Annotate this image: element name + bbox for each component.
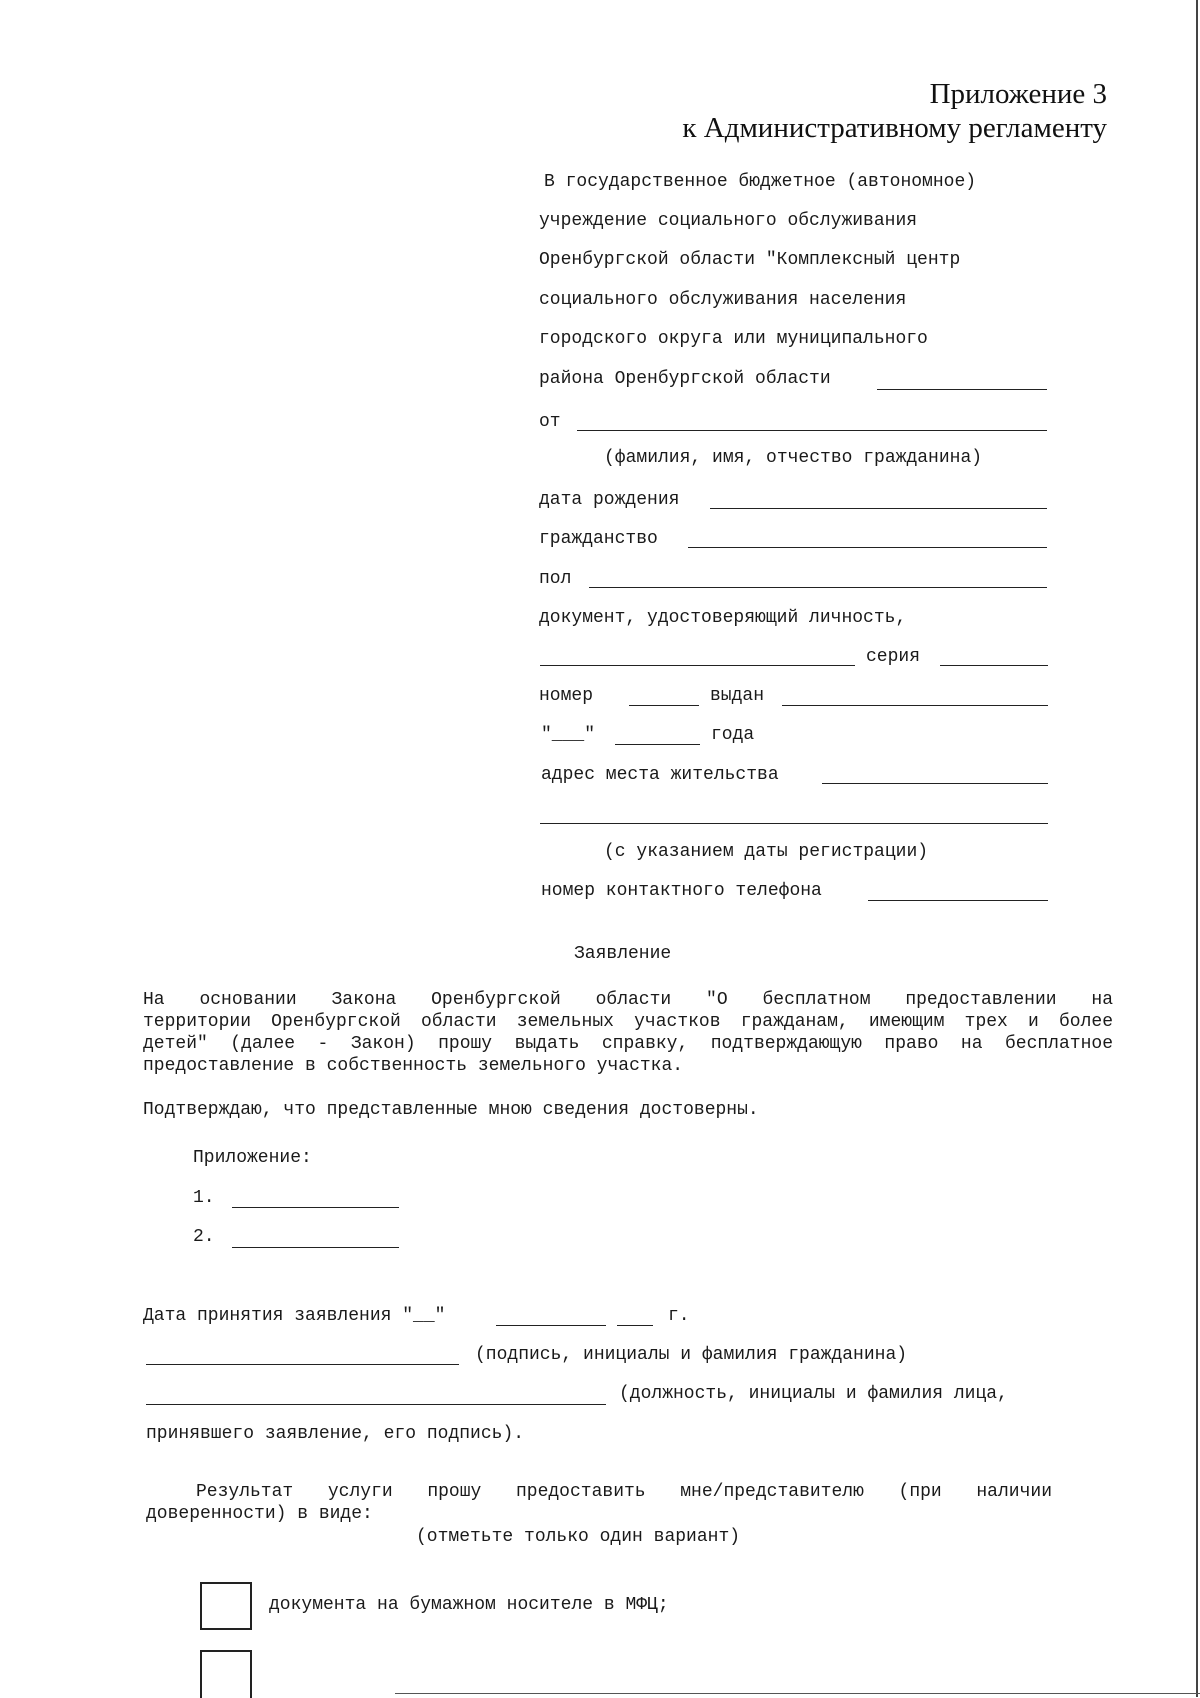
citizenship-field[interactable] bbox=[688, 547, 1047, 548]
fio-caption: (фамилия, имя, отчество гражданина) bbox=[604, 448, 983, 468]
applicant-name-field[interactable] bbox=[577, 430, 1047, 431]
issued-by-field[interactable] bbox=[782, 705, 1048, 706]
gender-label: пол bbox=[539, 569, 572, 589]
year-suffix: г. bbox=[668, 1306, 690, 1326]
statement-title: Заявление bbox=[574, 944, 672, 964]
attachment-label: Приложение: bbox=[193, 1148, 312, 1168]
attachment-item-2-number: 2. bbox=[193, 1227, 215, 1247]
birth-date-label: дата рождения bbox=[539, 490, 680, 510]
birth-date-field[interactable] bbox=[710, 508, 1047, 509]
number-label: номер bbox=[539, 686, 594, 706]
choose-one-note: (отметьте только один вариант) bbox=[416, 1527, 741, 1547]
addressee-line-3: Оренбургской области "Комплексный центр bbox=[539, 250, 961, 270]
id-document-field[interactable] bbox=[540, 665, 855, 666]
statement-paragraph-line-4: предоставление в собственность земельного участка. bbox=[143, 1056, 684, 1076]
confirmation-text: Подтверждаю, что представленные мною сведения достоверны. bbox=[143, 1100, 759, 1120]
addressee-line-2: учреждение социального обслуживания bbox=[539, 211, 918, 231]
addressee-line-6: района Оренбургской области bbox=[539, 369, 831, 389]
paper-document-option-label: документа на бумажном носителе в МФЦ; bbox=[269, 1595, 669, 1615]
attachment-item-1-number: 1. bbox=[193, 1188, 215, 1208]
appendix-reference: к Административному регламенту bbox=[682, 112, 1107, 144]
from-label: от bbox=[539, 412, 561, 432]
paper-document-checkbox[interactable] bbox=[200, 1582, 252, 1630]
address-field[interactable] bbox=[822, 783, 1048, 784]
phone-label: номер контактного телефона bbox=[541, 881, 822, 901]
acceptance-year-field[interactable] bbox=[617, 1325, 653, 1326]
id-document-label: документ, удостоверяющий личность, bbox=[539, 608, 907, 628]
statement-paragraph-line-1: На основании Закона Оренбургской области "О бесплатном предоставлении на bbox=[143, 990, 1113, 1010]
address-caption: (с указанием даты регистрации) bbox=[604, 842, 929, 862]
citizenship-label: гражданство bbox=[539, 529, 658, 549]
year-label: года bbox=[711, 725, 755, 745]
addressee-line-5: городского округа или муниципального bbox=[539, 329, 928, 349]
address-field-line-2[interactable] bbox=[540, 823, 1048, 824]
address-label: адрес места жительства bbox=[541, 765, 779, 785]
second-option-checkbox[interactable] bbox=[200, 1650, 252, 1698]
official-signature-field[interactable] bbox=[146, 1404, 606, 1405]
number-field[interactable] bbox=[629, 705, 699, 706]
acceptance-date-label: Дата принятия заявления "__" bbox=[143, 1306, 446, 1326]
issue-month-field[interactable] bbox=[615, 744, 700, 745]
citizen-signature-field[interactable] bbox=[146, 1364, 459, 1365]
attachment-item-1-field[interactable] bbox=[232, 1207, 399, 1208]
gender-field[interactable] bbox=[589, 587, 1047, 588]
citizen-signature-caption: (подпись, инициалы и фамилия гражданина) bbox=[475, 1345, 908, 1365]
attachment-item-2-field[interactable] bbox=[232, 1247, 399, 1248]
result-request-line-2: доверенности) в виде: bbox=[146, 1504, 373, 1524]
appendix-number: Приложение 3 bbox=[929, 78, 1107, 110]
addressee-line-4: социального обслуживания населения bbox=[539, 290, 907, 310]
phone-field[interactable] bbox=[868, 900, 1048, 901]
addressee-line-1: В государственное бюджетное (автономное) bbox=[544, 172, 977, 192]
district-field[interactable] bbox=[877, 389, 1047, 390]
series-field[interactable] bbox=[940, 665, 1048, 666]
result-request-line-1: Результат услуги прошу предоставить мне/представителю (при наличии bbox=[196, 1482, 1052, 1502]
statement-paragraph-line-3: детей" (далее - Закон) прошу выдать справку, подтверждающую право на бесплатное bbox=[143, 1034, 1113, 1054]
statement-paragraph-line-2: территории Оренбургской области земельных участков гражданам, имеющим трех и более bbox=[143, 1012, 1113, 1032]
issue-day-field[interactable]: "___" bbox=[541, 725, 596, 745]
issued-label: выдан bbox=[710, 686, 765, 706]
page-bottom-edge bbox=[395, 1693, 1200, 1694]
acceptance-month-field[interactable] bbox=[496, 1325, 606, 1326]
series-label: серия bbox=[866, 647, 921, 667]
official-signature-caption: (должность, инициалы и фамилия лица, bbox=[619, 1384, 1008, 1404]
page-edge bbox=[1196, 0, 1198, 1697]
official-signature-caption-cont: принявшего заявление, его подпись). bbox=[146, 1424, 525, 1444]
